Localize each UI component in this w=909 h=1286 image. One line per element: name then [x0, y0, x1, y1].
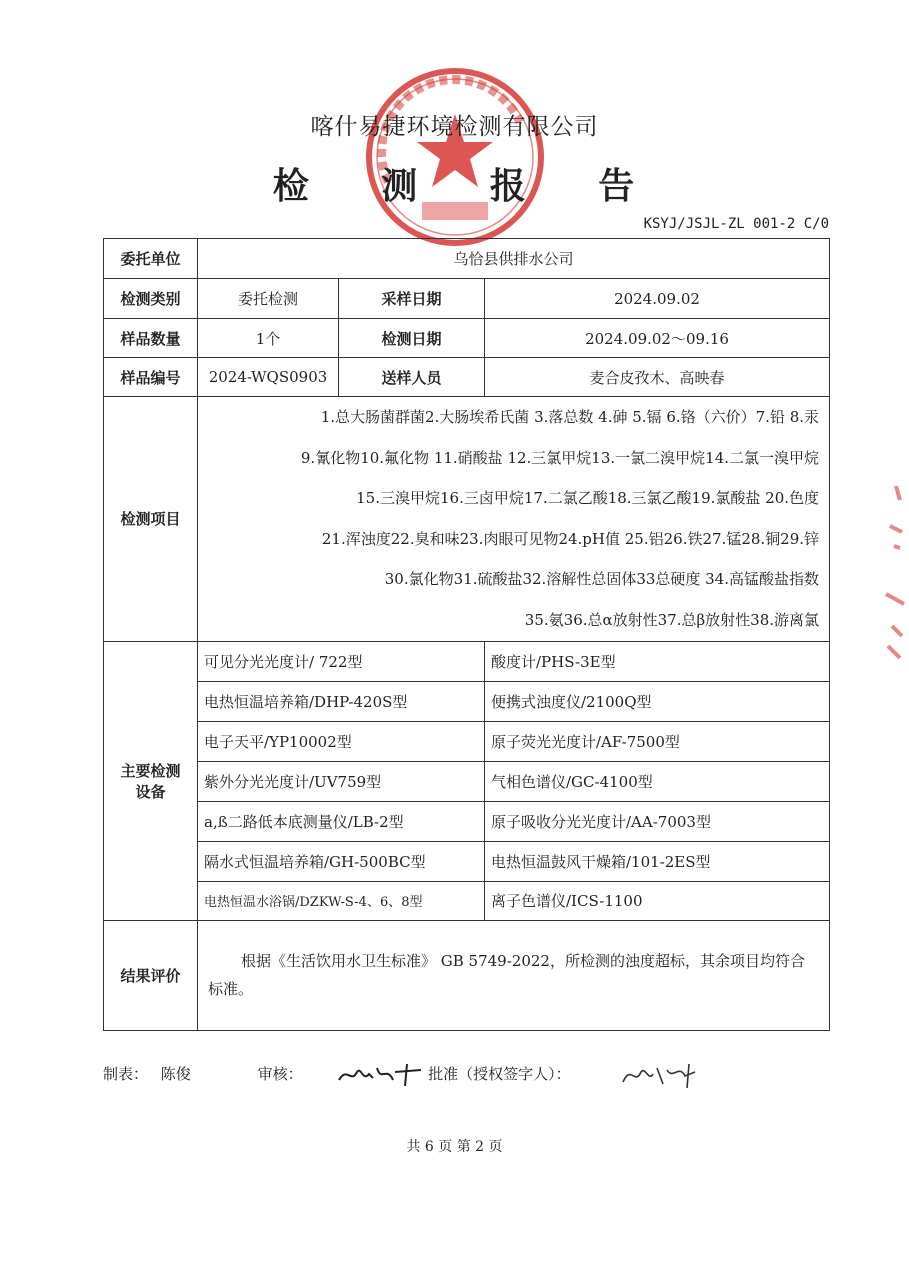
approved-by-label: 批准（授权签字人）： — [428, 1065, 571, 1083]
equipment-item: 隔水式恒温培养箱/GH-500BC型 — [198, 841, 485, 881]
test-items-line: 9.氰化物10.氟化物 11.硝酸盐 12.三氯甲烷13.一氯二溴甲烷14.二氯一溴甲烷 — [300, 448, 820, 467]
test-items-line: 21.浑浊度22.臭和味23.肉眼可见物24.pH值 25.铝26.铁27.锰28.铜29.锌 — [321, 529, 820, 548]
equipment-row — [104, 641, 830, 681]
test-date-value: 2024.09.02～09.16 — [485, 319, 830, 358]
sampling-date-value: 2024.09.02 — [485, 279, 830, 319]
side-seal-stamp — [876, 486, 909, 666]
sender-label: 送样人员 — [339, 358, 485, 397]
report-table — [103, 238, 830, 1031]
equipment-item: 紫外分光光度计/UV759型 — [198, 761, 485, 801]
sample-count-value: 1个 — [198, 319, 339, 358]
equipment-row — [104, 681, 830, 721]
signature-footer — [103, 1060, 699, 1090]
test-items-label: 检测项目 — [104, 397, 198, 642]
equipment-label-line: 主要检测 — [120, 761, 181, 780]
test-items-row — [104, 397, 830, 642]
conclusion-label: 结果评价 — [104, 920, 198, 1030]
equipment-item: 电子天平/YP10002型 — [198, 721, 485, 761]
test-items-line: 30.氯化物31.硫酸盐32.溶解性总固体33总硬度 34.高锰酸盐指数 — [384, 570, 820, 589]
test-items-line: 15.三溴甲烷16.三卤甲烷17.二氯乙酸18.三氯乙酸19.氯酸盐 20.色度 — [356, 489, 820, 508]
equipment-item: 电热恒温水浴锅/DZKW-S-4、6、8型 — [198, 881, 485, 920]
equipment-label-line: 设备 — [135, 782, 166, 801]
equipment-item: a,ß二路低本底测量仪/LB-2型 — [198, 801, 485, 841]
equipment-row — [104, 721, 830, 761]
equipment-item: 原子吸收分光光度计/AA-7003型 — [485, 801, 830, 841]
equipment-item: 可见分光光度计/ 722型 — [198, 641, 485, 681]
equipment-item: 电热恒温鼓风干燥箱/101-2ES型 — [485, 841, 830, 881]
test-items-line: 1.总大肠菌群菌2.大肠埃希氏菌 3.落总数 4.砷 5.镉 6.铬（六价）7.铅 8.汞 — [320, 408, 820, 426]
equipment-item: 气相色谱仪/GC-4100型 — [485, 761, 830, 801]
approver-signature — [619, 1060, 699, 1090]
test-type-label: 检测类别 — [104, 279, 198, 319]
prepared-by-name: 陈俊 — [160, 1065, 191, 1083]
equipment-item: 便携式浊度仪/2100Q型 — [485, 681, 830, 721]
prepared-by-label: 制表： — [103, 1065, 149, 1083]
test-date-label: 检测日期 — [339, 319, 485, 358]
equipment-row — [104, 841, 830, 881]
sampling-date-label: 采样日期 — [339, 279, 485, 319]
sample-no-value: 2024-WQS0903 — [198, 358, 339, 397]
conclusion-text: 根据《生活饮用水卫生标准》 GB 5749-2022，所检测的浊度超标，其余项目均符合标准。 — [198, 920, 830, 1030]
client-label: 委托单位 — [104, 239, 198, 279]
report-title: 检 测 报 告 — [272, 165, 637, 207]
sample-no-label: 样品编号 — [104, 358, 198, 397]
company-name: 喀什易捷环境检测有限公司 — [310, 114, 599, 140]
client-value: 乌恰县供排水公司 — [198, 239, 830, 279]
equipment-item: 原子荧光光度计/AF-7500型 — [485, 721, 830, 761]
sample-count-label: 样品数量 — [104, 319, 198, 358]
test-type-row — [104, 279, 830, 319]
test-type-value: 委托检测 — [198, 279, 339, 319]
conclusion-row — [104, 920, 830, 1030]
sample-count-row — [104, 319, 830, 358]
test-items-list — [198, 397, 830, 642]
equipment-row — [104, 801, 830, 841]
reviewed-by-label: 审核： — [257, 1065, 303, 1083]
equipment-item: 酸度计/PHS-3E型 — [485, 641, 830, 681]
equipment-item: 电热恒温培养箱/DHP-420S型 — [198, 681, 485, 721]
document-code: KSYJ/JSJL-ZL 001-2 C/0 — [643, 216, 829, 232]
equipment-row — [104, 881, 830, 920]
sender-value: 麦合皮孜木、高映春 — [485, 358, 830, 397]
sample-no-row — [104, 358, 830, 397]
client-row — [104, 239, 830, 279]
page-number: 共 6 页 第 2 页 — [406, 1139, 503, 1155]
test-items-line: 35.氨36.总α放射性37.总β放射性38.游离氯 — [524, 610, 820, 629]
reviewer-signature — [337, 1062, 423, 1088]
equipment-row — [104, 761, 830, 801]
company-seal-stamp — [360, 62, 550, 252]
equipment-label — [104, 641, 198, 920]
equipment-item: 离子色谱仪/ICS-1100 — [485, 881, 830, 920]
